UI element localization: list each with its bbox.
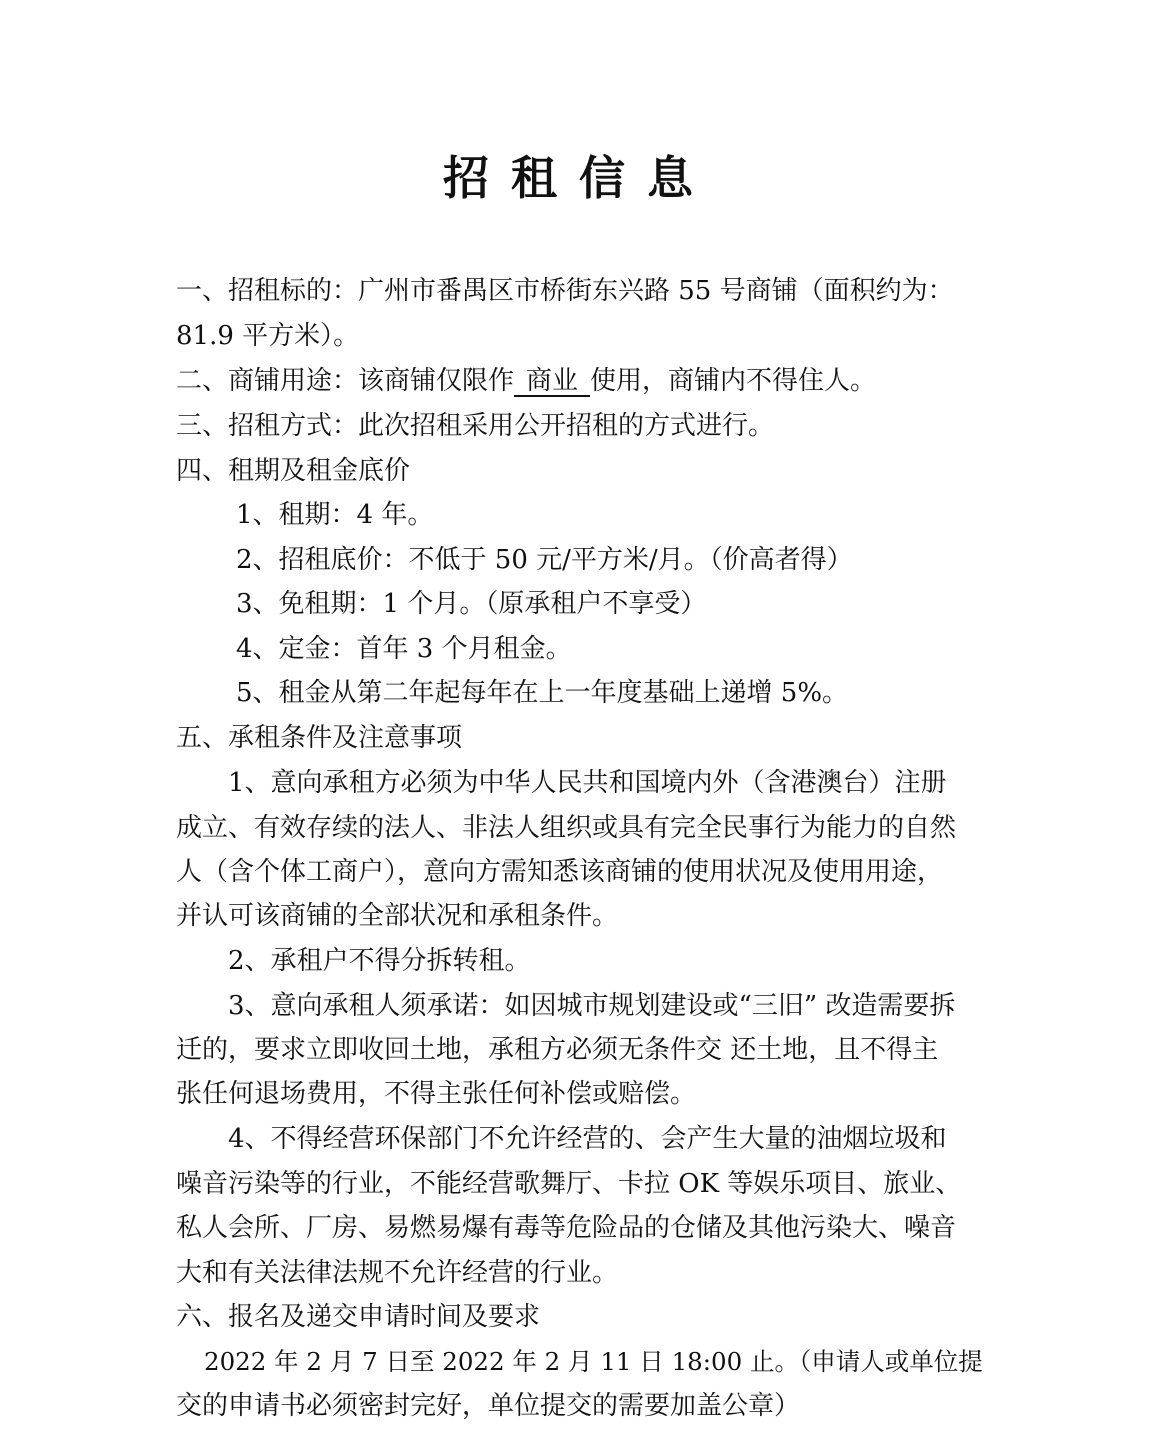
list-item: 4、定金：首年 3 个月租金。: [236, 634, 572, 664]
document-title: 招租信息: [443, 151, 715, 205]
paragraph-line: 2022 年 2 月 7 日至 2022 年 2 月 11 日 18:00 止。（申请人或单位提: [204, 1347, 983, 1376]
section-heading: 四、租期及租金底价: [176, 456, 411, 486]
paragraph-line: 大和有关法律法规不允许经营的行业。: [176, 1258, 619, 1288]
paragraph-line: 4、不得经营环保部门不允许经营的、会产生大量的油烟垃圾和: [228, 1124, 947, 1154]
paragraph-line-usage: [176, 366, 876, 397]
paragraph-line: 人（含个体工商户），意向方需知悉该商铺的使用状况及使用用途，: [176, 857, 944, 887]
paragraph-line: 成立、有效存续的法人、非法人组织或具有完全民事行为能力的自然: [176, 813, 957, 843]
paragraph-line: 三、招租方式：此次招租采用公开招租的方式进行。: [176, 411, 775, 441]
paragraph-line: 一、招租标的：广州市番禺区市桥街东兴路 55 号商铺（面积约为：: [176, 276, 954, 306]
paragraph-line: 私人会所、厂房、易燃易爆有毒等危险品的仓储及其他污染大、噪音: [176, 1213, 957, 1243]
paragraph-line: 迁的，要求立即收回土地，承租方必须无条件交 还土地，且不得主: [176, 1035, 939, 1065]
paragraph-line: 1、意向承租方必须为中华人民共和国境内外（含港澳台）注册: [228, 768, 947, 798]
paragraph-line: 2、承租户不得分拆转租。: [228, 946, 531, 976]
list-item: 2、招租底价：不低于 50 元/平方米/月。（价高者得）: [236, 545, 853, 575]
list-item: 1、租期：4 年。: [236, 500, 434, 530]
paragraph-line: 噪音污染等的行业，不能经营歌舞厅、卡拉 OK 等娱乐项目、旅业、: [176, 1169, 962, 1199]
usage-suffix: 使用，商铺内不得住人。: [590, 366, 877, 396]
paragraph-line: 3、意向承租人须承诺：如因城市规划建设或“三旧” 改造需要拆: [228, 991, 956, 1021]
usage-prefix: 二、商铺用途：该商铺仅限作: [176, 366, 515, 396]
paragraph-line: 张任何退场费用，不得主张任何补偿或赔偿。: [176, 1079, 697, 1109]
usage-underlined-value: 商业: [514, 367, 590, 397]
list-item: 5、租金从第二年起每年在上一年度基础上递增 5%。: [236, 678, 849, 708]
section-heading: 五、承租条件及注意事项: [176, 723, 463, 753]
section-heading: 六、报名及递交申请时间及要求: [176, 1302, 541, 1332]
paragraph-line: 并认可该商铺的全部状况和承租条件。: [176, 901, 619, 931]
paragraph-line: 81.9 平方米）。: [176, 321, 360, 351]
list-item: 3、免租期：1 个月。（原承租户不享受）: [236, 589, 707, 619]
paragraph-line: 交的申请书必须密封完好，单位提交的需要加盖公章）: [176, 1391, 801, 1421]
